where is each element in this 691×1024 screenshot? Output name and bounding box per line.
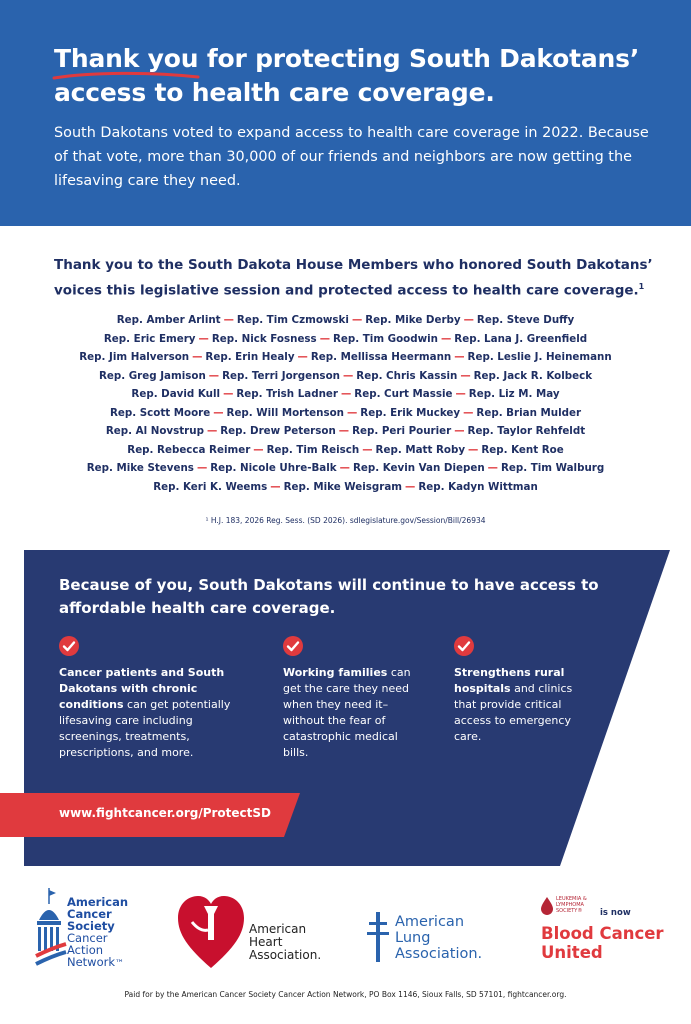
aha-line2: Heart [249, 935, 283, 949]
bcu-line2: United [541, 943, 603, 962]
lls-line1: LEUKEMIA & [556, 896, 587, 902]
separator-dash: — [198, 332, 209, 345]
rep-name: Rep. Eric Emery [103, 332, 196, 345]
rep-name: Rep. Mike Derby [365, 314, 461, 326]
separator-dash: — [454, 351, 465, 363]
rep-name: Rep. Drew Peterson [220, 425, 336, 437]
thanks-heading-text: Thank you to the South Dakota House Members who honored South Dakotans’ voices this legislative session and protected access to health care coverage. [54, 257, 653, 299]
rep-name: Rep. Tim Walburg [500, 462, 605, 474]
separator-dash: — [253, 443, 264, 456]
separator-dash: — [351, 314, 363, 326]
paid-for-disclaimer: Paid for by the American Cancer Society Cancer Action Network, PO Box 1146, Sioux Falls, SD 57101, fightcancer.org. [124, 990, 567, 999]
separator-dash: — [468, 443, 479, 456]
lls-line2: LYMPHOMA [556, 902, 584, 908]
separator-dash: — [463, 406, 474, 419]
benefit-bold: Cancer patients and South Dakotans with chronic conditions [59, 666, 225, 711]
separator-dash: — [270, 480, 281, 493]
separator-dash: — [206, 425, 218, 437]
separator-dash: — [362, 443, 373, 456]
separator-dash: — [338, 425, 350, 437]
rep-name: Rep. Mike Weisgram [283, 480, 403, 493]
bcu-logo-text [541, 924, 664, 962]
separator-dash: — [208, 369, 220, 382]
cta-url-link[interactable]: www.fightcancer.org/ProtectSD [59, 806, 272, 820]
rep-name: Rep. Erik Muckey [360, 406, 461, 419]
acs-line4: Cancer [67, 931, 108, 945]
rep-name: Rep. Will Mortenson [226, 406, 344, 419]
acs-tm: ™ [115, 959, 125, 969]
benefit-bold: Working families [283, 666, 388, 679]
footnote-marker: 1 [638, 282, 645, 291]
acs-line1: American [67, 895, 129, 909]
rep-name: Rep. Tim Czmowski [236, 314, 349, 326]
rep-name: Rep. Scott Moore [109, 406, 211, 419]
rep-name: Rep. Trish Ladner [236, 388, 338, 400]
ala-double-cross-icon [367, 912, 389, 962]
rep-name: Rep. Terri Jorgenson [222, 369, 340, 382]
rep-name: Rep. Al Novstrup [105, 425, 204, 437]
separator-dash: — [213, 406, 224, 419]
separator-dash: — [297, 351, 308, 363]
rep-name: Rep. Mike Stevens [86, 462, 194, 474]
rep-name: Rep. Amber Arlint [116, 314, 221, 326]
rep-name: Rep. Kevin Van Diepen [352, 462, 485, 474]
aha-line3: Association. [249, 948, 322, 962]
separator-dash: — [339, 462, 350, 474]
rep-name: Rep. Tim Goodwin [332, 332, 438, 345]
separator-dash: — [340, 388, 352, 400]
rep-name: Rep. Matt Roby [375, 443, 466, 456]
separator-dash: — [460, 369, 471, 382]
ala-line1: American [395, 914, 465, 930]
rep-name: Rep. Jack R. Kolbeck [473, 369, 593, 382]
acs-line6-text: Network [67, 955, 116, 969]
hero-title-line2: access to health care coverage. [54, 78, 495, 107]
rep-name: Rep. Erin Healy [205, 351, 295, 363]
rep-name: Rep. Brian Mulder [476, 406, 582, 419]
rep-name: Rep. Keri K. Weems [153, 480, 268, 493]
acs-line6 [67, 956, 128, 970]
acs-capitol-icon [34, 886, 68, 970]
rep-name: Rep. Liz M. May [468, 388, 560, 400]
separator-dash: — [319, 332, 330, 345]
lls-is-now: is now [600, 908, 631, 918]
separator-dash: — [405, 480, 416, 493]
separator-dash: — [223, 314, 234, 326]
separator-dash: — [347, 406, 358, 419]
rep-name: Rep. Chris Kassin [356, 369, 458, 382]
rep-name: Rep. Curt Massie [354, 388, 453, 400]
acs-line2: Cancer [67, 907, 112, 921]
rep-name: Rep. Kadyn Wittman [418, 480, 538, 493]
rep-name: Rep. Rebecca Reimer [127, 443, 251, 456]
impact-heading: Because of you, South Dakotans will continue to have access to affordable health care coverage. [59, 576, 599, 617]
separator-dash: — [196, 462, 208, 474]
rep-name: Rep. Leslie J. Heinemann [467, 351, 612, 363]
rep-name: Rep. Nicole Uhre-Balk [210, 462, 337, 474]
footnote: ¹ H.J. 183, 2026 Reg. Sess. (SD 2026). sdlegislature.gov/Session/Bill/26934 [205, 516, 486, 525]
rep-name: Rep. Jim Halverson [79, 351, 190, 363]
benefit-detail: can get potentially lifesaving care including screenings, treatments, prescriptions, and more. [59, 698, 231, 759]
benefit-bold: Strengthens rural hospitals [454, 666, 565, 695]
aha-line1: American [249, 922, 307, 936]
ala-line2: Lung [395, 930, 431, 946]
separator-dash: — [440, 332, 452, 345]
benefit-detail: and clinics that provide critical access to emergency care. [454, 682, 573, 743]
rep-name: Rep. Taylor Rehfeldt [467, 425, 586, 437]
rep-name: Rep. Tim Reisch [266, 443, 360, 456]
acs-line5: Action [67, 943, 104, 957]
rep-name: Rep. Mellissa Heermann [310, 351, 452, 363]
rep-name: Rep. Lana J. Greenfield [454, 332, 588, 345]
separator-dash: — [192, 351, 203, 363]
lls-logo-text [556, 896, 587, 914]
aha-logo-text [249, 923, 321, 962]
rep-name: Rep. Peri Pourier [352, 425, 452, 437]
hero-title-line1: Thank you for protecting South Dakotans’ [54, 44, 640, 73]
separator-dash: — [463, 314, 474, 326]
rep-name: Rep. David Kull [131, 388, 221, 400]
separator-dash: — [342, 369, 354, 382]
acs-logo-text [67, 896, 128, 970]
rep-name: Rep. Greg Jamison [98, 369, 206, 382]
ala-logo-text [395, 914, 482, 962]
lls-line3: SOCIETY® [556, 908, 583, 914]
aha-heart-torch-icon [178, 886, 244, 970]
separator-dash: — [487, 462, 498, 474]
blood-drop-icon [541, 897, 553, 915]
rep-name: Rep. Kent Roe [481, 443, 564, 456]
separator-dash: — [454, 425, 465, 437]
rep-name: Rep. Nick Fosness [211, 332, 317, 345]
separator-dash: — [223, 388, 234, 400]
ala-line3: Association. [395, 946, 483, 962]
separator-dash: — [455, 388, 466, 400]
hero-body: South Dakotans voted to expand access to health care coverage in 2022. Because of that vote, more than 30,000 of our friends and neighbors are now getting the lifesaving care they need. [54, 125, 649, 189]
acs-line3: Society [67, 919, 115, 933]
rep-name: Rep. Steve Duffy [476, 314, 575, 326]
benefit-detail: can get the care they need when they need it–without the fear of catastrophic medical bills. [283, 666, 411, 759]
bcu-line1: Blood Cancer [541, 924, 664, 943]
